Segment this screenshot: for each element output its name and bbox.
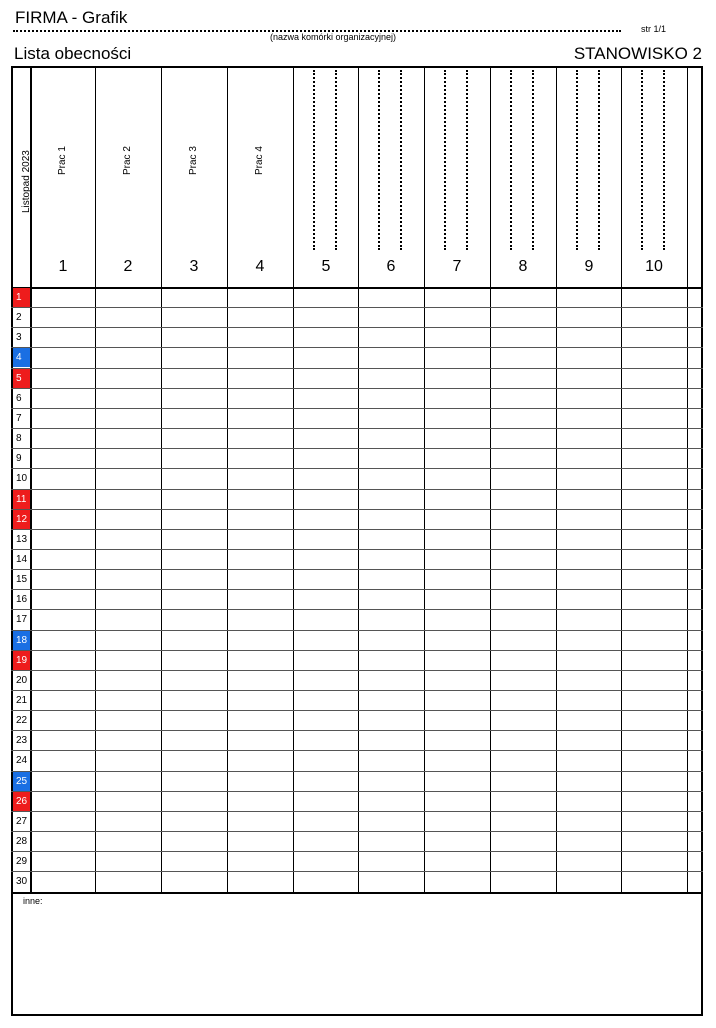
column-divider bbox=[687, 66, 688, 892]
row-divider bbox=[11, 448, 703, 449]
day-number: 12 bbox=[13, 510, 30, 529]
row-divider bbox=[11, 670, 703, 671]
column-number: 5 bbox=[321, 258, 331, 275]
column-number: 7 bbox=[452, 258, 462, 275]
day-number: 24 bbox=[16, 755, 28, 767]
row-divider bbox=[11, 589, 703, 590]
worker-name: Prac 4 bbox=[254, 146, 265, 175]
unit-note: (nazwa komórki organizacyjnej) bbox=[270, 32, 397, 42]
column-divider bbox=[95, 66, 96, 892]
row-divider bbox=[11, 771, 703, 772]
day-number: 22 bbox=[16, 715, 28, 727]
day-number: 30 bbox=[16, 876, 28, 888]
row-divider bbox=[11, 368, 703, 369]
company-name: FIRMA - Grafik bbox=[15, 8, 128, 27]
worker-name: Prac 2 bbox=[122, 146, 133, 175]
blank-name-line bbox=[598, 70, 600, 250]
day-number: 28 bbox=[16, 836, 28, 848]
row-divider bbox=[11, 609, 703, 610]
row-divider bbox=[11, 690, 703, 691]
blank-name-line bbox=[576, 70, 578, 250]
blank-name-line bbox=[641, 70, 643, 250]
column-number: 4 bbox=[255, 258, 265, 275]
row-divider bbox=[11, 730, 703, 731]
row-divider bbox=[11, 791, 703, 792]
column-number: 9 bbox=[584, 258, 594, 275]
day-number: 4 bbox=[13, 348, 30, 367]
day-number: 15 bbox=[16, 574, 28, 586]
blank-name-line bbox=[313, 70, 315, 250]
column-divider bbox=[293, 66, 294, 892]
column-divider bbox=[161, 66, 162, 892]
day-number: 9 bbox=[16, 453, 22, 465]
column-divider bbox=[227, 66, 228, 892]
column-number: 10 bbox=[645, 258, 663, 275]
column-divider bbox=[358, 66, 359, 892]
row-divider bbox=[11, 549, 703, 550]
row-divider bbox=[11, 307, 703, 308]
day-number: 13 bbox=[16, 533, 28, 545]
row-divider bbox=[11, 831, 703, 832]
day-number: 6 bbox=[16, 392, 22, 404]
day-number: 14 bbox=[16, 553, 28, 565]
day-number: 17 bbox=[16, 614, 28, 626]
row-divider bbox=[11, 750, 703, 751]
row-divider bbox=[11, 569, 703, 570]
list-title: Lista obecności bbox=[14, 44, 132, 63]
day-number: 19 bbox=[13, 651, 30, 670]
blank-name-line bbox=[510, 70, 512, 250]
row-divider bbox=[11, 509, 703, 510]
station-label: STANOWISKO 2 bbox=[573, 44, 702, 63]
month-label: Listopad 2023 bbox=[21, 150, 32, 213]
row-divider bbox=[11, 710, 703, 711]
column-divider bbox=[621, 66, 622, 892]
day-number: 5 bbox=[13, 369, 30, 388]
column-divider bbox=[30, 66, 32, 892]
column-divider bbox=[424, 66, 425, 892]
row-divider bbox=[11, 327, 703, 328]
row-divider bbox=[11, 811, 703, 812]
row-divider bbox=[11, 851, 703, 852]
blank-name-line bbox=[532, 70, 534, 250]
column-number: 1 bbox=[58, 258, 68, 275]
day-number: 26 bbox=[13, 792, 30, 811]
day-number: 11 bbox=[13, 490, 30, 509]
day-number: 2 bbox=[16, 312, 22, 324]
header-bottom-border bbox=[11, 287, 703, 289]
day-number: 23 bbox=[16, 735, 28, 747]
day-number: 10 bbox=[16, 473, 28, 485]
day-number: 1 bbox=[13, 288, 30, 307]
row-divider bbox=[11, 529, 703, 530]
worker-name: Prac 3 bbox=[188, 146, 199, 175]
page-number: str 1/1 bbox=[641, 24, 667, 34]
blank-name-line bbox=[378, 70, 380, 250]
day-number: 18 bbox=[13, 631, 30, 650]
column-number: 3 bbox=[189, 258, 199, 275]
day-number: 20 bbox=[16, 674, 28, 686]
row-divider bbox=[11, 892, 703, 894]
column-divider bbox=[490, 66, 491, 892]
day-number: 21 bbox=[16, 695, 28, 706]
day-number: 25 bbox=[13, 772, 30, 791]
blank-name-line bbox=[663, 70, 665, 250]
row-divider bbox=[11, 489, 703, 490]
other-notes-label: inne: bbox=[23, 896, 43, 906]
day-number: 27 bbox=[16, 815, 28, 827]
row-divider bbox=[11, 871, 703, 872]
row-divider bbox=[11, 468, 703, 469]
row-divider bbox=[11, 388, 703, 389]
blank-name-line bbox=[444, 70, 446, 250]
day-number: 16 bbox=[16, 594, 28, 606]
column-number: 2 bbox=[123, 258, 133, 275]
blank-name-line bbox=[335, 70, 337, 250]
day-number: 29 bbox=[16, 856, 28, 868]
day-number: 7 bbox=[16, 412, 22, 424]
day-number: 8 bbox=[16, 433, 22, 445]
blank-name-line bbox=[400, 70, 402, 250]
row-divider bbox=[11, 650, 703, 651]
row-divider bbox=[11, 408, 703, 409]
day-number: 3 bbox=[16, 332, 22, 344]
row-divider bbox=[11, 347, 703, 348]
row-divider bbox=[11, 630, 703, 631]
column-divider bbox=[556, 66, 557, 892]
worker-name: Prac 1 bbox=[57, 146, 68, 175]
blank-name-line bbox=[466, 70, 468, 250]
row-divider bbox=[11, 428, 703, 429]
column-number: 8 bbox=[518, 258, 528, 275]
column-number: 6 bbox=[386, 258, 396, 275]
